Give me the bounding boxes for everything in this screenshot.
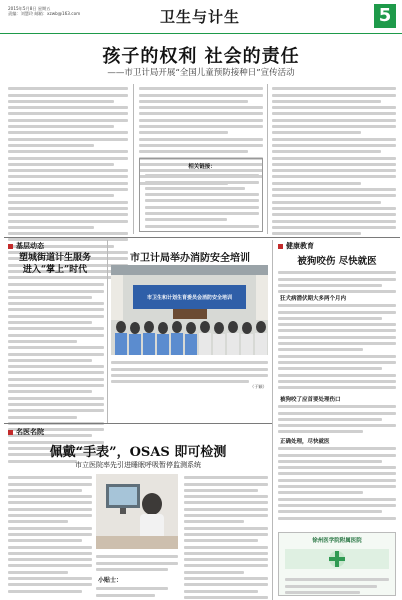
ad-title: 徐州医学院附属医院 <box>312 538 362 544</box>
fire-training-headline: 市卫计局举办消防安全培训 <box>130 253 250 264</box>
ad-graphic <box>279 545 395 573</box>
tips-body <box>96 584 178 600</box>
health-subhead-1: 狂犬病潜伏期大多两个月内 <box>280 296 347 302</box>
famous-headline: 佩戴“手表”，OSAS 即可检测 <box>49 445 227 460</box>
fire-training-credit: （于颖） <box>250 384 267 389</box>
square-marker-icon <box>8 244 13 249</box>
lead-subtitle: ——市卫计局开展“全国儿童预防接种日”宣传活动 <box>107 68 295 78</box>
section-title: 卫生与计生 <box>160 8 241 26</box>
lead-col-3 <box>272 84 396 238</box>
page-number: 5 <box>374 4 396 28</box>
famous-col-1 <box>8 473 92 596</box>
hospital-ad <box>278 532 396 596</box>
grassroots-body <box>8 280 104 466</box>
health-body-2 <box>278 402 396 437</box>
health-subhead-3: 正确处理，尽快就医 <box>280 439 330 445</box>
famous-section-label: 名医名院 <box>16 428 44 436</box>
page-header <box>0 0 402 34</box>
tips-label: 小贴士： <box>98 577 123 584</box>
sleep-monitor-photo-image <box>96 474 178 549</box>
issue-date <box>8 6 80 17</box>
health-subhead-2: 被狗咬了应首要处理伤口 <box>280 397 341 403</box>
grassroots-headline-line-1: 塑城街道计生服务 <box>18 253 91 263</box>
fire-training-photo <box>111 265 268 355</box>
health-body-3 <box>278 444 396 523</box>
fire-training-banner: 市卫生和计划生育委员会消防安全培训 <box>146 295 232 301</box>
issue-date-text: 2015年5月8日 星期五 <box>8 6 51 11</box>
sleep-monitor-photo <box>96 474 178 549</box>
grassroots-section-tag <box>8 241 44 251</box>
health-body-1 <box>278 301 396 392</box>
famous-col-3 <box>184 473 268 600</box>
health-headline: 被狗咬伤 尽快就医 <box>297 256 377 267</box>
square-marker-icon <box>8 430 13 435</box>
square-marker-icon <box>278 244 283 249</box>
related-link-box <box>139 158 263 232</box>
famous-col-2-bottom <box>96 552 178 574</box>
editor-info: 责编：刘慧玲 邮箱：xzwb@163.com <box>8 11 81 17</box>
famous-subheadline: 市立医院率先引进睡眠呼吸暂停监测系统 <box>75 461 201 469</box>
fire-training-photo-image <box>111 265 268 355</box>
famous-section-tag <box>8 427 44 437</box>
grassroots-headline-line-2: 进入“掌上”时代 <box>22 265 88 275</box>
fire-training-caption <box>111 358 268 386</box>
health-section-tag <box>278 241 314 251</box>
lead-headline: 孩子的权利 社会的责任 <box>102 46 300 67</box>
grassroots-section-label: 基层动态 <box>16 242 44 250</box>
health-intro <box>278 268 396 296</box>
grassroots-headline <box>6 252 104 276</box>
related-link-title: 相关链接： <box>188 164 216 170</box>
health-section-label: 健康教育 <box>286 242 314 250</box>
